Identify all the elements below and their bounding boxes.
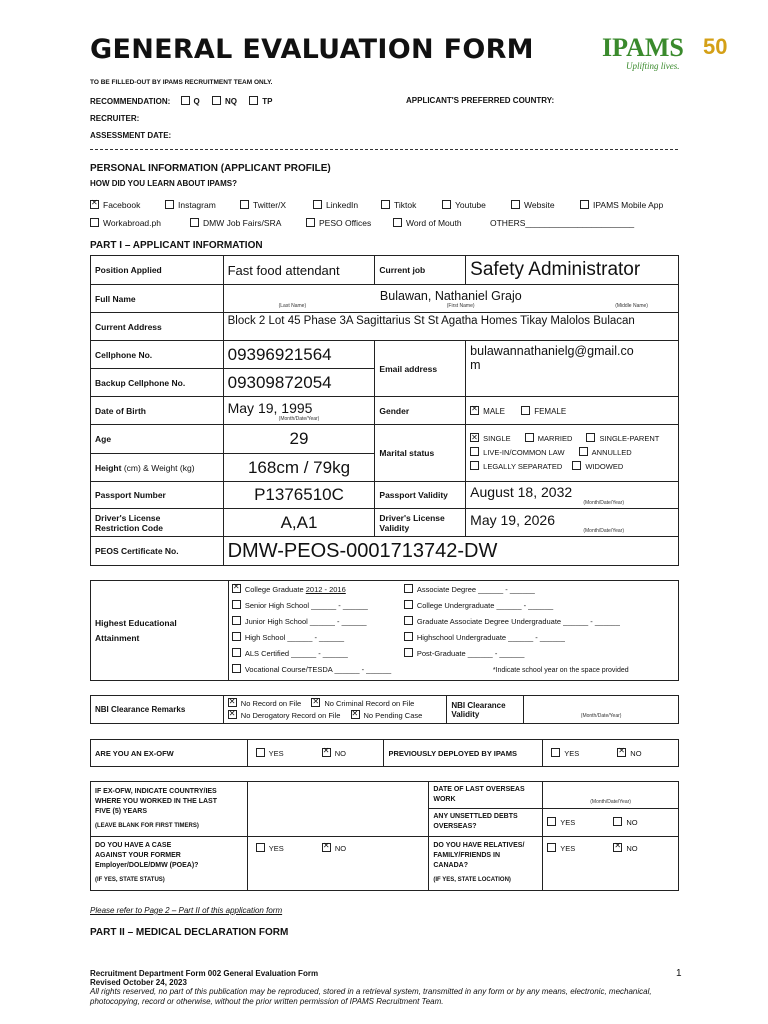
checkbox-icon bbox=[306, 218, 315, 227]
email-value-line2: m bbox=[470, 358, 481, 372]
case-no[interactable]: ✕ NO bbox=[322, 844, 346, 853]
prev-deployed-label: PREVIOUSLY DEPLOYED BY IPAMS bbox=[384, 740, 543, 767]
marital-single-parent[interactable]: SINGLE-PARENT bbox=[586, 434, 659, 443]
education-table bbox=[90, 580, 679, 681]
relatives-yes[interactable]: YES bbox=[547, 844, 575, 853]
checkbox-icon bbox=[232, 600, 241, 609]
case-question: DO YOU HAVE A CASE AGAINST YOUR FORMER Employer/DOLE/DMW (POEA)? (IF YES, STATE STATUS) bbox=[91, 836, 248, 891]
footer-form: Recruitment Department Form 002 General Evaluation Form bbox=[90, 969, 319, 978]
checkbox-icon bbox=[521, 406, 530, 415]
page-number: 1 bbox=[676, 968, 682, 979]
checkbox-icon bbox=[181, 96, 190, 105]
debts-no[interactable]: NO bbox=[613, 818, 637, 827]
country-question: IF EX-OFW, INDICATE COUNTRY/IES WHERE YOU WORKED IN THE LAST FIVE (5) YEARS (LEAVE BLANK FOR FIRST TIMERS) bbox=[91, 782, 248, 837]
prev-deployed-options[interactable] bbox=[543, 740, 679, 767]
footer-rights: All rights reserved, no part of this publication may be reproduced, stored in a retrieval system, transmitted in any form or by any means, electronic, mechanical, photocopying, record or otherwise, without the prior written permission of IPAMS Recruitment Team. bbox=[90, 987, 652, 1006]
height-weight-label: Height (cm) & Weight (kg) bbox=[91, 454, 224, 482]
passport-validity-cell[interactable] bbox=[466, 482, 679, 509]
name-hints: (Last Name) (First Name) (Middle Name) bbox=[278, 302, 648, 309]
edu-college-undergrad[interactable]: College Undergraduate ______ - ______ bbox=[404, 600, 553, 610]
position-label: Position Applied bbox=[91, 256, 224, 285]
nbi-no-record[interactable]: ✕No Record on File bbox=[228, 699, 301, 708]
rec-option-tp[interactable]: TP bbox=[249, 97, 272, 106]
email-cell[interactable] bbox=[466, 341, 679, 397]
license-validity-value: May 19, 2026 bbox=[470, 511, 556, 528]
license-validity-label: Driver's License Validity bbox=[375, 509, 466, 537]
checkbox-icon bbox=[232, 616, 241, 625]
prev-deployed-yes[interactable]: YES bbox=[551, 749, 579, 758]
refer-note: Please refer to Page 2 – Part II of this application form bbox=[90, 906, 283, 915]
education-label: Highest Educational Attainment bbox=[91, 581, 229, 681]
marital-live-in[interactable]: LIVE-IN/COMMON LAW bbox=[470, 448, 564, 457]
passport-validity-hint: (Month/Date/Year) bbox=[583, 500, 624, 506]
checkbox-icon bbox=[90, 200, 99, 209]
case-options[interactable] bbox=[247, 836, 429, 891]
exofw-table bbox=[90, 781, 679, 891]
source-mobile-app[interactable]: IPAMS Mobile App bbox=[580, 200, 663, 210]
marital-single[interactable]: ✕SINGLE bbox=[470, 434, 511, 443]
case-yes[interactable]: YES bbox=[256, 844, 284, 853]
nbi-table bbox=[90, 695, 679, 724]
checkbox-icon bbox=[572, 461, 581, 470]
checkbox-icon bbox=[470, 406, 479, 415]
checkbox-icon bbox=[90, 218, 99, 227]
education-options[interactable] bbox=[228, 581, 678, 681]
marital-legally-separated[interactable]: LEGALLY SEPARATED bbox=[470, 462, 562, 471]
checkbox-icon bbox=[232, 632, 241, 641]
cellphone-value[interactable]: 09396921564 bbox=[223, 341, 375, 369]
checkbox-icon bbox=[228, 698, 237, 707]
part2-heading: PART II – MEDICAL DECLARATION FORM bbox=[90, 927, 289, 938]
checkbox-icon bbox=[393, 218, 402, 227]
checkbox-icon bbox=[404, 600, 413, 609]
checkbox-icon bbox=[311, 698, 320, 707]
source-tiktok[interactable]: Tiktok bbox=[381, 200, 416, 210]
checkbox-icon bbox=[313, 200, 322, 209]
source-dmw-job-fairs[interactable]: DMW Job Fairs/SRA bbox=[190, 218, 281, 228]
checkbox-icon bbox=[212, 96, 221, 105]
debts-label: ANY UNSETTLED DEBTS OVERSEAS? bbox=[429, 809, 543, 836]
checkbox-icon bbox=[256, 748, 265, 757]
edu-hs-undergrad[interactable]: Highschool Undergraduate ______ - ______ bbox=[404, 632, 565, 642]
checkbox-icon bbox=[322, 843, 331, 852]
checkbox-icon bbox=[228, 710, 237, 719]
source-linkedin[interactable]: LinkedIn bbox=[313, 200, 358, 210]
checkbox-icon bbox=[547, 843, 556, 852]
edu-junior-high[interactable]: Junior High School ______ - ______ bbox=[232, 616, 367, 626]
age-value[interactable]: 29 bbox=[223, 425, 375, 454]
divider bbox=[90, 149, 678, 150]
email-value-line1: bulawannathanielg@gmail.co bbox=[470, 344, 634, 358]
checkbox-icon bbox=[586, 433, 595, 442]
checkbox-icon bbox=[470, 433, 479, 442]
checkbox-icon bbox=[579, 447, 588, 456]
assessment-date-label: ASSESSMENT DATE: bbox=[90, 131, 172, 140]
source-twitter[interactable]: Twitter/X bbox=[240, 200, 286, 210]
gender-options[interactable] bbox=[466, 397, 679, 425]
checkbox-icon bbox=[580, 200, 589, 209]
ex-ofw-options[interactable] bbox=[247, 740, 384, 767]
passport-validity-value: August 18, 2032 bbox=[470, 484, 573, 500]
checkbox-icon bbox=[351, 710, 360, 719]
backup-cell-label: Backup Cellphone No. bbox=[91, 369, 224, 397]
edu-high-school[interactable]: High School ______ - ______ bbox=[232, 632, 344, 642]
license-validity-hint: (Month/Date/Year) bbox=[583, 527, 624, 534]
peos-label: PEOS Certificate No. bbox=[91, 537, 224, 566]
edu-note: *Indicate school year on the space provided bbox=[492, 667, 629, 674]
gender-male[interactable]: ✕ MALE bbox=[470, 407, 505, 416]
country-answer[interactable] bbox=[247, 782, 429, 837]
svg-text:50: 50 bbox=[703, 34, 728, 59]
edu-als[interactable]: ALS Certified ______ - ______ bbox=[232, 648, 348, 658]
dob-label: Date of Birth bbox=[91, 397, 224, 425]
license-value[interactable]: A,A1 bbox=[223, 509, 375, 537]
source-youtube[interactable]: Youtube bbox=[442, 200, 486, 210]
nbi-validity-label: NBI Clearance Validity bbox=[447, 696, 524, 724]
current-job-label: Current job bbox=[375, 256, 466, 285]
address-value[interactable]: Block 2 Lot 45 Phase 3A Sagittarius St St Agatha Homes Tikay Malolos Bulacan bbox=[223, 313, 678, 341]
checkbox-icon bbox=[232, 664, 241, 673]
source-peso[interactable]: PESO Offices bbox=[306, 218, 371, 228]
relatives-options[interactable] bbox=[543, 836, 679, 891]
ex-ofw-no[interactable]: ✕ NO bbox=[322, 749, 346, 758]
checkbox-icon bbox=[404, 584, 413, 593]
edu-college-graduate[interactable]: ✕College Graduate 2012 - 2016 bbox=[232, 584, 346, 594]
checkbox-icon bbox=[442, 200, 451, 209]
checkbox-icon bbox=[249, 96, 258, 105]
checkbox-icon bbox=[404, 616, 413, 625]
nbi-no-criminal[interactable]: ✕ No Criminal Record on File bbox=[311, 699, 414, 708]
relatives-no[interactable]: ✕ NO bbox=[613, 844, 637, 853]
preferred-country-label: APPLICANT'S PREFERRED COUNTRY: bbox=[406, 96, 555, 105]
checkbox-icon bbox=[165, 200, 174, 209]
last-work-date-label: DATE OF LAST OVERSEAS WORK bbox=[429, 782, 543, 809]
fullname-label: Full Name bbox=[91, 285, 224, 313]
checkbox-icon bbox=[190, 218, 199, 227]
current-job-value[interactable]: Safety Administrator bbox=[466, 256, 679, 285]
passport-value[interactable]: P1376510C bbox=[223, 482, 375, 509]
fullname-value: Bulawan, Nathaniel Grajo bbox=[379, 288, 522, 303]
checkbox-icon bbox=[404, 632, 413, 641]
dob-value: May 19, 1995 bbox=[227, 399, 313, 416]
rec-option-q[interactable]: Q bbox=[181, 97, 200, 106]
checkbox-icon bbox=[322, 748, 331, 757]
form-title: GENERAL EVALUATION FORM bbox=[90, 34, 534, 65]
checkbox-icon bbox=[404, 648, 413, 657]
marital-options[interactable] bbox=[466, 425, 679, 482]
recommendation-label: RECOMMENDATION: bbox=[90, 97, 171, 106]
checkbox-icon bbox=[470, 461, 479, 470]
edu-associate[interactable]: Associate Degree ______ - ______ bbox=[404, 584, 535, 594]
source-instagram[interactable]: Instagram bbox=[165, 200, 216, 210]
peos-value[interactable]: DMW-PEOS-0001713742-DW bbox=[223, 537, 678, 566]
marital-annulled[interactable]: ANNULLED bbox=[579, 448, 632, 457]
nbi-validity-cell[interactable]: (Month/Date/Year) bbox=[524, 696, 679, 724]
applicant-info-table bbox=[90, 255, 679, 566]
debts-yes[interactable]: YES bbox=[547, 818, 575, 827]
source-facebook[interactable]: ✕Facebook bbox=[90, 200, 140, 210]
marital-widowed[interactable]: WIDOWED bbox=[572, 462, 623, 471]
nbi-options[interactable] bbox=[223, 696, 447, 724]
source-others[interactable]: OTHERS_______________________ bbox=[490, 218, 635, 228]
source-word-of-mouth[interactable]: Word of Mouth bbox=[393, 218, 462, 228]
nbi-no-derogatory[interactable]: ✕No Derogatory Record on File bbox=[228, 711, 341, 720]
age-label: Age bbox=[91, 425, 224, 454]
fullname-cell[interactable] bbox=[223, 285, 678, 313]
position-value[interactable]: Fast food attendant bbox=[223, 256, 375, 285]
edu-post-graduate[interactable]: Post-Graduate ______ - ______ bbox=[404, 648, 525, 658]
passport-validity-label: Passport Validity bbox=[375, 482, 466, 509]
nbi-no-pending[interactable]: ✕ No Pending Case bbox=[351, 711, 423, 720]
dob-cell[interactable] bbox=[223, 397, 375, 425]
license-validity-cell[interactable] bbox=[466, 509, 679, 537]
source-workabroad[interactable]: Workabroad.ph bbox=[90, 218, 161, 228]
backup-cell-value[interactable]: 09309872054 bbox=[223, 369, 375, 397]
checkbox-icon bbox=[511, 200, 520, 209]
passport-label: Passport Number bbox=[91, 482, 224, 509]
ipams-logo bbox=[600, 32, 740, 72]
marital-married[interactable]: MARRIED bbox=[525, 434, 573, 443]
checkbox-icon bbox=[551, 748, 560, 757]
checkbox-icon bbox=[232, 648, 241, 657]
checkbox-icon bbox=[525, 433, 534, 442]
checkbox-icon bbox=[232, 584, 241, 593]
prev-deployed-no[interactable]: ✕ NO bbox=[617, 749, 641, 758]
source-website[interactable]: Website bbox=[511, 200, 555, 210]
checkbox-icon bbox=[470, 447, 479, 456]
checkbox-icon bbox=[617, 748, 626, 757]
recommendation-row bbox=[90, 96, 272, 106]
checkbox-icon bbox=[240, 200, 249, 209]
footer-revised: Revised October 24, 2023 bbox=[90, 978, 187, 987]
email-label: Email address bbox=[375, 341, 466, 397]
cellphone-label: Cellphone No. bbox=[91, 341, 224, 369]
debts-options[interactable] bbox=[543, 809, 679, 836]
relatives-question: DO YOU HAVE RELATIVES/ FAMILY/FRIENDS IN CANADA? (IF YES, STATE LOCATION) bbox=[429, 836, 543, 891]
svg-text:IPAMS: IPAMS bbox=[602, 33, 684, 62]
ex-ofw-yes[interactable]: YES bbox=[256, 749, 284, 758]
license-label: Driver's License Restriction Code bbox=[91, 509, 224, 537]
rec-option-nq[interactable]: NQ bbox=[212, 97, 237, 106]
nbi-label: NBI Clearance Remarks bbox=[91, 696, 224, 724]
ofw-table bbox=[90, 739, 679, 767]
svg-text:Uplifting lives.: Uplifting lives. bbox=[626, 61, 680, 71]
height-weight-value[interactable]: 168cm / 79kg bbox=[223, 454, 375, 482]
last-work-date-cell[interactable]: (Month/Date/Year) bbox=[543, 782, 679, 809]
checkbox-icon bbox=[613, 817, 622, 826]
checkbox-icon bbox=[547, 817, 556, 826]
gender-label: Gender bbox=[375, 397, 466, 425]
edu-senior-high[interactable]: Senior High School ______ - ______ bbox=[232, 600, 368, 610]
edu-vocational[interactable]: Vocational Course/TESDA ______ - ______ bbox=[232, 664, 391, 674]
checkbox-icon bbox=[256, 843, 265, 852]
gender-female[interactable]: FEMALE bbox=[521, 407, 566, 416]
learn-question: HOW DID YOU LEARN ABOUT IPAMS? bbox=[90, 179, 237, 188]
checkbox-icon bbox=[381, 200, 390, 209]
recruiter-label: RECRUITER: bbox=[90, 114, 140, 123]
edu-grad-associate[interactable]: Graduate Associate Degree Undergraduate ______ - ______ bbox=[404, 616, 620, 626]
part1-heading: PART I – APPLICANT INFORMATION bbox=[90, 240, 263, 251]
address-label: Current Address bbox=[91, 313, 224, 341]
dob-hint: (Month/Date/Year) bbox=[278, 415, 320, 422]
checkbox-icon bbox=[613, 843, 622, 852]
instruction-text: TO BE FILLED-OUT BY IPAMS RECRUITMENT TEAM ONLY. bbox=[90, 79, 273, 86]
personal-heading: PERSONAL INFORMATION (APPLICANT PROFILE) bbox=[90, 163, 331, 174]
ex-ofw-label: ARE YOU AN EX-OFW bbox=[91, 740, 248, 767]
marital-label: Marital status bbox=[375, 425, 466, 482]
